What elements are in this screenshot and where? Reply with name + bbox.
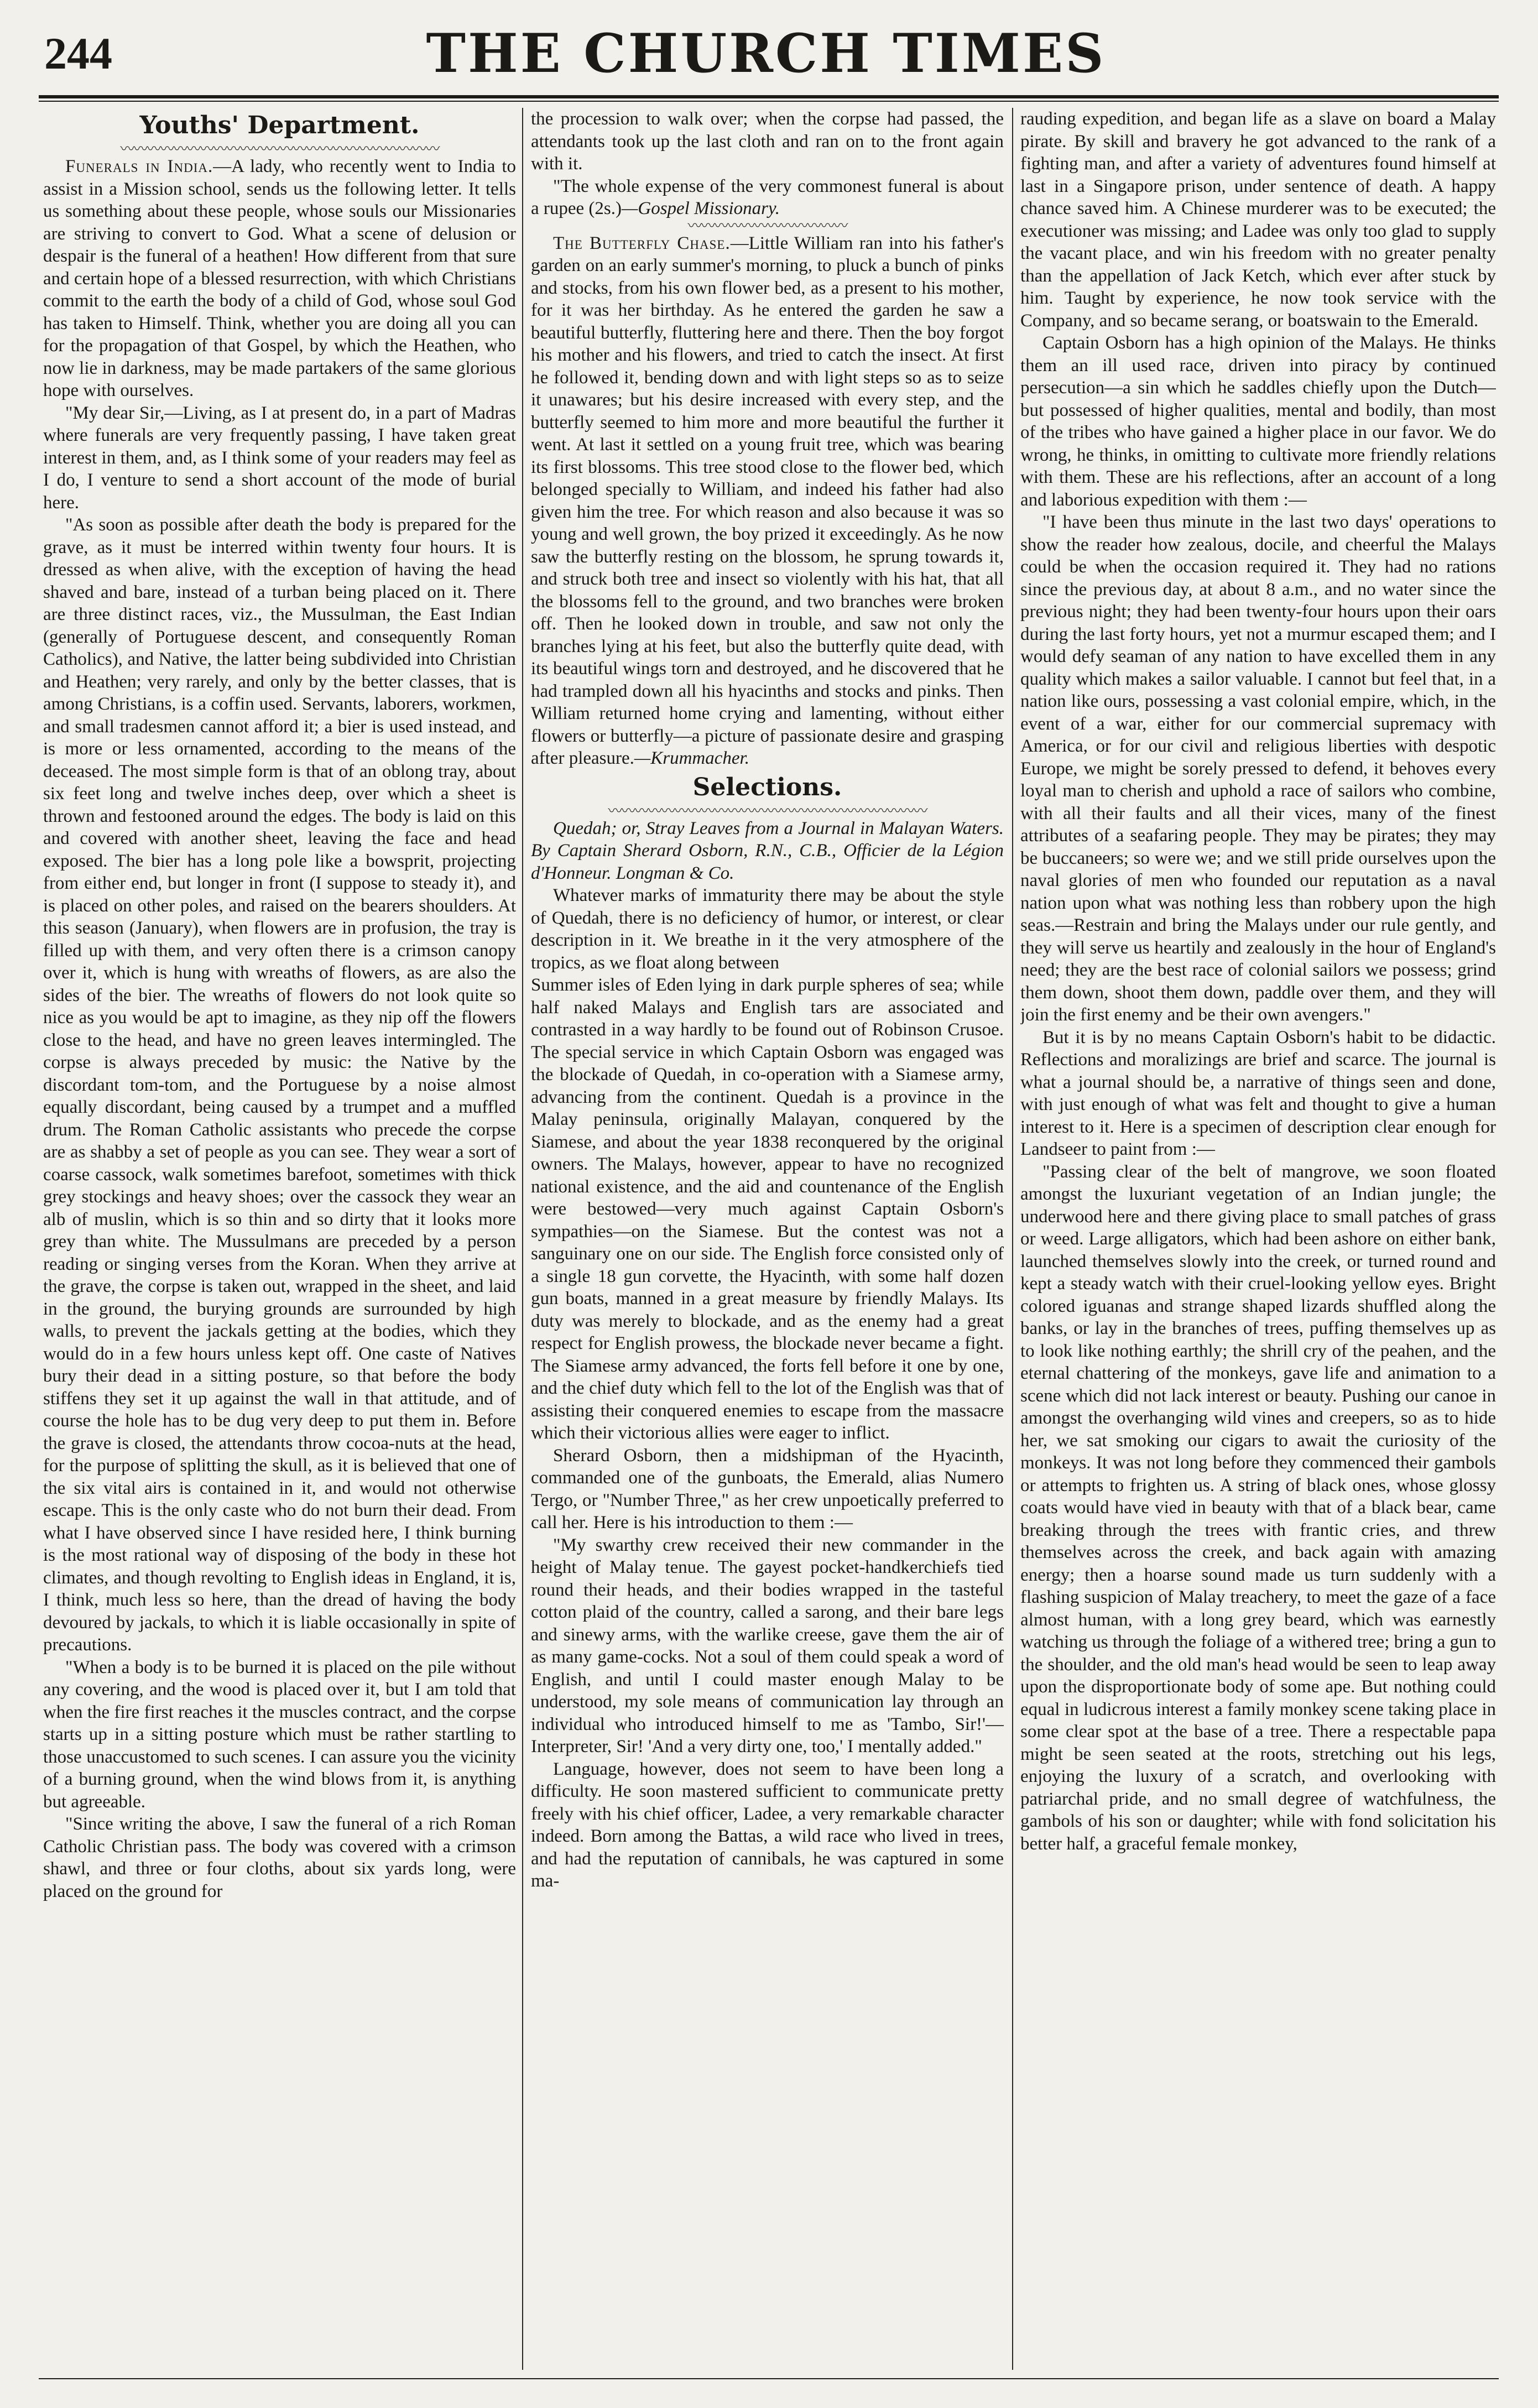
article-paragraph: "Passing clear of the belt of mangrove, we soon floated amongst the luxuriant vegetation of an Indian jungle; the underwood here and there giving place to small patches of grass or weed. Large alligators, which had been ashore on either bank, launched themselves slowly into the creek, or turned round and kept a steady watch with their cruel-looking yellow eyes. Bright colored iguanas and strange shaped lizards shuffled along the banks, or lay in the branches of trees, puffing themselves up as to look like nothing earthly; the shrill cry of the peahen, and the eternal chattering of the monkeys, gave life and animation to a scene which did not lack interest or beauty. Pushing our canoe in amongst the overhanging wild vines and creepers, so as to hide her, we sat smoking our cigars to await the curiosity of the monkeys. It was not long before they commenced their gambols or attempts to frighten us. A string of black ones, whose glossy coats would have vied in beauty with that of a black bear, came breaking through the trees with frantic cries, and threw themselves across the creek, and back again with amazing energy; then a hoarse sound made us turn suddenly with a flashing suspicion of Malay treachery, to meet the gaze of a face almost human, with a long grey beard, which was earnestly watching us through the foliage of a withered tree; bring a gun to the shoulder, and the old man's head would be seen to leap away upon the disproportionate body of some ape. But nothing could equal in ludicrous interest a family monkey scene taking place in some clear spot at the base of a tree. There a respectable papa might be seen seated at the roots, stretching out his legs, enjoying the luxury of a scratch, and overlooking with patriarchal pride, and no small degree of watchfulness, the gambols of his son or daughter; while with fond solicitation his better half, a graceful female monkey, <box>1020 1161 1496 1854</box>
masthead <box>33 22 1499 94</box>
ornamental-rule: 〰〰〰〰〰〰〰〰〰〰〰〰〰〰〰〰〰〰〰〰〰〰〰〰 <box>608 802 927 819</box>
column-divider <box>522 108 523 2370</box>
source-credit: —Krummacher. <box>634 748 749 768</box>
ornamental-rule: 〰〰〰〰〰〰〰〰〰〰〰〰〰〰〰〰〰〰〰〰〰〰〰〰 <box>120 141 439 157</box>
article-paragraph: the procession to walk over; when the corpse had passed, the attendants took up the last cloth and ran on to the front again with it. <box>531 109 1004 174</box>
article-paragraph: "When a body is to be burned it is placed on the pile without any covering, and the wood is placed over it, but I am told that when the fire first reaches it the muscles contract, and the corpse starts up in a sitting posture which must be rather startling to those unaccustomed to such scenes. I can assure you the vicinity of a burning ground, when the wind blows from it, is anything but agreeable. <box>43 1657 516 1812</box>
masthead-rule <box>39 95 1499 98</box>
article-paragraph <box>531 232 1004 770</box>
article-paragraph: "My dear Sir,—Living, as I at present do, in a part of Madras where funerals are very frequently passing, I have taken great interest in them, and, as I think some of your readers may feel as I do, I venture to send a short account of the mode of burial here. <box>43 403 516 513</box>
article-paragraph: "Since writing the above, I saw the funeral of a rich Roman Catholic Christian pass. The body was covered with a crimson shawl, and three or four cloths, about six yards long, were placed on the ground for <box>43 1814 516 1901</box>
page-number: 244 <box>44 28 112 79</box>
article-text: "The whole expense of the very commonest funeral is about a rupee (2s.) <box>531 176 1004 218</box>
article-paragraph: Sherard Osborn, then a midshipman of the Hyacinth, commanded one of the gunboats, the Emerald, alias Numero Tergo, or "Number Three," as her crew unpoetically preferred to call her. Here is his introduction to them :— <box>531 1445 1004 1533</box>
ornamental-rule: 〰〰〰〰〰〰〰〰〰〰〰〰 <box>687 217 847 234</box>
column-divider <box>1012 108 1013 2370</box>
column-3 <box>1020 108 1496 2370</box>
newspaper-title: THE CHURCH TIMES <box>426 22 1106 85</box>
page-bottom-rule <box>39 2378 1499 2379</box>
book-title: Quedah; or, Stray Leaves from a Journal in Malayan Waters. By Captain Sherard Osborn, R.N., C.B., Officier de la Légion d'Honneur. Longman & Co. <box>531 818 1004 883</box>
article-text: —A lady, who recently went to India to assist in a Mission school, sends us the following letter. It tells us something about these people, whose souls our Missionaries are striving to convert to God. What a scene of delusion or despair is the funeral of a heathen! How different from that sure and certain hope of a blessed resurrection, with which Christians commit to the earth the body of a child of God, whose soul God has taken to Himself. Think, whether you are doing all you can for the propagation of that Gospel, by which the Heathen, who now lie in darkness, may be made partakers of the same glorious hope with ourselves. <box>43 157 516 400</box>
article-heading: The Butterfly Chase. <box>553 233 731 253</box>
article-paragraph: Language, however, does not seem to have been long a difficulty. He soon mastered sufficient to communicate pretty freely with his chief officer, Ladee, a very remarkable character indeed. Born among the Battas, a wild race who lived in trees, and had the reputation of cannibals, he was captured in some ma- <box>531 1759 1004 1891</box>
article-paragraph: Whatever marks of immaturity there may be about the style of Quedah, there is no deficiency of humor, or interest, or clear description in it. We breathe in it the very atmosphere of the tropics, as we float along between <box>531 885 1004 973</box>
source-credit: —Gospel Missionary. <box>622 199 780 218</box>
article-text: —Little William ran into his father's garden on an early summer's morning, to pluck a bunch of pinks and stocks, from his own flower bed, as a present to his mother, for it was her birthday. As he entered the garden he saw a beautiful butterfly, fluttering here and there. Then the boy forgot his mother and his flowers, and tried to catch the insect. At first he followed it, bending down and with light steps so as to seize it unawares; but his desire increased with every step, and the butterfly seemed to him more and more beautiful the further it went. At last it settled on a young fruit tree, which was bearing its first blossoms. This tree stood close to the flower bed, which belonged specially to William, and indeed his father had also given him the tree. For which reason and also because it was so young and well grown, the boy prized it exceedingly. As he now saw the butterfly resting on the blossom, he sprung towards it, and struck both tree and insect so violently with his hat, that all the blossoms fell to the ground, and two branches were broken off. Then he looked down in trouble, and saw not only the branches lying at his feet, but also the butterfly quite dead, with its beautiful wings torn and destroyed, and he discovered that he had trampled down all his hyacinths and stocks and pinks. Then William returned home crying and lamenting, without either flowers or butterfly—a picture of passionate desire and grasping after pleasure. <box>531 233 1004 768</box>
article-paragraph: Captain Osborn has a high opinion of the Malays. He thinks them an ill used race, driven into piracy by continued persecution—a sin which he saddles chiefly upon the Dutch—but possessed of higher qualities, mental and bodily, than most of the tribes who have gained a higher place in our favor. We do wrong, he thinks, in omitting to cultivate more friendly relations with them. These are his reflections, after an account of a long and laborious expedition with them :— <box>1020 333 1496 510</box>
masthead-rule-thin <box>39 101 1499 102</box>
article-paragraph: rauding expedition, and began life as a slave on board a Malay pirate. By skill and bravery he got advanced to the rank of a fighting man, and after a variety of adventures found himself at last in a Singapore prison, under sentence of death. A happy chance saved him. A Chinese murderer was to be executed; the executioner was missing; and Ladee was only too glad to supply the vacant place, and win his freedom with no greater penalty than the appellation of Jack Ketch, which ever after stuck by him. Taught by experience, he now took service with the Company, and so became serang, or boatswain to the Emerald. <box>1020 109 1496 331</box>
article-paragraph: But it is by no means Captain Osborn's habit to be didactic. Reflections and moralizings are brief and scarce. The journal is what a journal should be, a narrative of things seen and done, with just enough of what was felt and thought to give a human interest to it. Here is a specimen of description clear enough for Landseer to paint from :— <box>1020 1027 1496 1159</box>
article-paragraph: Summer isles of Eden lying in dark purple spheres of sea; while half naked Malays and English tars are associated and contrasted in a way hardly to be found out of Robinson Crusoe. The special service in which Captain Osborn was engaged was the blockade of Quedah, in co-operation with a Siamese army, advancing from the continent. Quedah is a province in the Malay peninsula, originally Malayan, conquered by the Siamese, and about the year 1838 reconquered by the original owners. The Malays, however, appear to have no recognized national existence, and the aid and countenance of the English were bestowed—very much against Captain Osborn's sympathies—on the Siamese. But the contest was not a sanguinary one on our side. The English force consisted only of a single 18 gun corvette, the Hyacinth, with some half dozen gun boats, manned in a great measure by friendly Malays. Its duty was merely to blockade, and as the enemy had a great respect for English prowess, the blockade never became a fight. The Siamese army advanced, the forts fell before it one by one, and the chief duty which fell to the lot of the English was that of assisting their conquered enemies to escape from the massacre which their victorious allies were eager to inflict. <box>531 975 1004 1443</box>
article-paragraph: "I have been thus minute in the last two days' operations to show the reader how zealous, docile, and cheerful the Malays could be when the occasion required it. They had no rations since the previous day, at about 8 a.m., and no water since the previous night; they had been twenty-four hours upon their oars during the last forty hours, yet not a murmur escaped them; and I would defy seaman of any nation to have excelled them in any quality which makes a sailor valuable. I cannot but feel that, in a nation like ours, possessing a vast colonial empire, which, in the event of a war, either for our commercial supremacy with America, or for our civil and religious liberties with despotic Europe, we might be sorely pressed to defend, it behoves every loyal man to cherish and uphold a race of sailors who combine, with all their faults and all their vices, many of the finest attributes of a seafaring people. They may be pirates; they may be buccaneers; so were we; and we still pride ourselves upon the naval glories of men who founded our reputation as a naval nation upon what was nothing less than robbery upon the high seas.—Restrain and bring the Malays under our rule gently, and they will serve us heartily and zealously in the hour of England's need; they are the best race of colonial sailors we possess; grind them down, shoot them down, paddle over them, and they will join the first enemy and be their own avengers." <box>1020 512 1496 1025</box>
article-heading: Funerals in India. <box>65 157 213 176</box>
article-paragraph: "As soon as possible after death the body is prepared for the grave, as it must be interred within twenty four hours. It is dressed as when alive, with the exception of having the head shaved and bare, instead of a turban being placed on it. There are three distinct races, viz., the Mussulman, the East Indian (generally of Portuguese descent, and consequently Roman Catholics), and Native, the latter being subdivided into Christian and Heathen; very rarely, and only by the better classes, that is among Christians, is a coffin used. Servants, laborers, workmen, and small tradesmen cannot afford it; a bier is used instead, and is more or less ornamented, according to the means of the deceased. The most simple form is that of an oblong tray, about six feet long and twelve inches deep, over which a sheet is thrown and festooned around the edges. The body is laid on this and covered with another sheet, leaving the face and head exposed. The bier has a long pole like a bowsprit, projecting from either end, but longer in front (I suppose to steady it), and is placed on other poles, and raised on the bearers shoulders. At this season (January), when flowers are in profusion, the tray is filled up with them, and very often there is a crimson canopy over it, which is hung with wreaths of flowers, as are also the sides of the bier. The wreaths of flowers do not look quite so nice as you would be apt to imagine, as they nip off the flowers close to the head, and have no green leaves intermingled. The corpse is always preceded by music: the Native by the discordant tom-tom, and the Portuguese by a noise almost equally discordant, being caused by a trumpet and a muffled drum. The Roman Catholic assistants who precede the corpse are as shabby a set of people as you can see. They wear a sort of coarse cassock, walk sometimes barefoot, sometimes with thick grey stockings and heavy shoes; over the cassock they wear an alb of muslin, which is so thin and so dirty that it looks more grey than white. The Mussulmans are preceded by a person reading or singing verses from the Koran. When they arrive at the grave, the corpse is taken out, wrapped in the sheet, and laid in the ground, the burying grounds are surrounded by high walls, to prevent the jackals getting at the bodies, which they would do in a few hours unless kept off. One caste of Natives bury their dead in a sitting posture, so that before the body stiffens they set it up against the wall in that attitude, and of course the hole has to be dug very deep to put them in. Before the grave is closed, the attendants throw cocoa-nuts at the head, for the purpose of splitting the skull, as it is believed that one of the six vital airs is contained in it, and would not otherwise escape. This is the only caste who do not burn their dead. From what I have observed since I have resided here, I think burning is the most rational way of disposing of the body in these hot climates, and though revolting to English ideas in England, it is, I think, much less so here, than the dread of having the body devoured by jackals, to which it is liable occasionally in spite of precautions. <box>43 515 516 1655</box>
section-heading: Selections. <box>692 773 842 801</box>
article-paragraph <box>43 155 516 402</box>
article-paragraph <box>531 175 1004 220</box>
column-1 <box>43 108 516 2370</box>
column-2 <box>531 108 1004 2370</box>
article-paragraph: "My swarthy crew received their new commander in the height of Malay tenue. The gayest pocket-handkerchiefs tied round their heads, and their bodies wrapped in the tasteful cotton plaid of the country, called a sarong, and their bare legs and sinewy arms, with the warlike creese, gave them the air of as many game-cocks. Not a soul of them could speak a word of English, and until I could master enough Malay to be understood, my sole means of communication lay through an individual who introduced himself to me as 'Tambo, Sir!'—Interpreter, Sir! 'And a very dirty one, too,' I mentally added." <box>531 1535 1004 1757</box>
section-heading: Youths' Department. <box>139 111 420 139</box>
